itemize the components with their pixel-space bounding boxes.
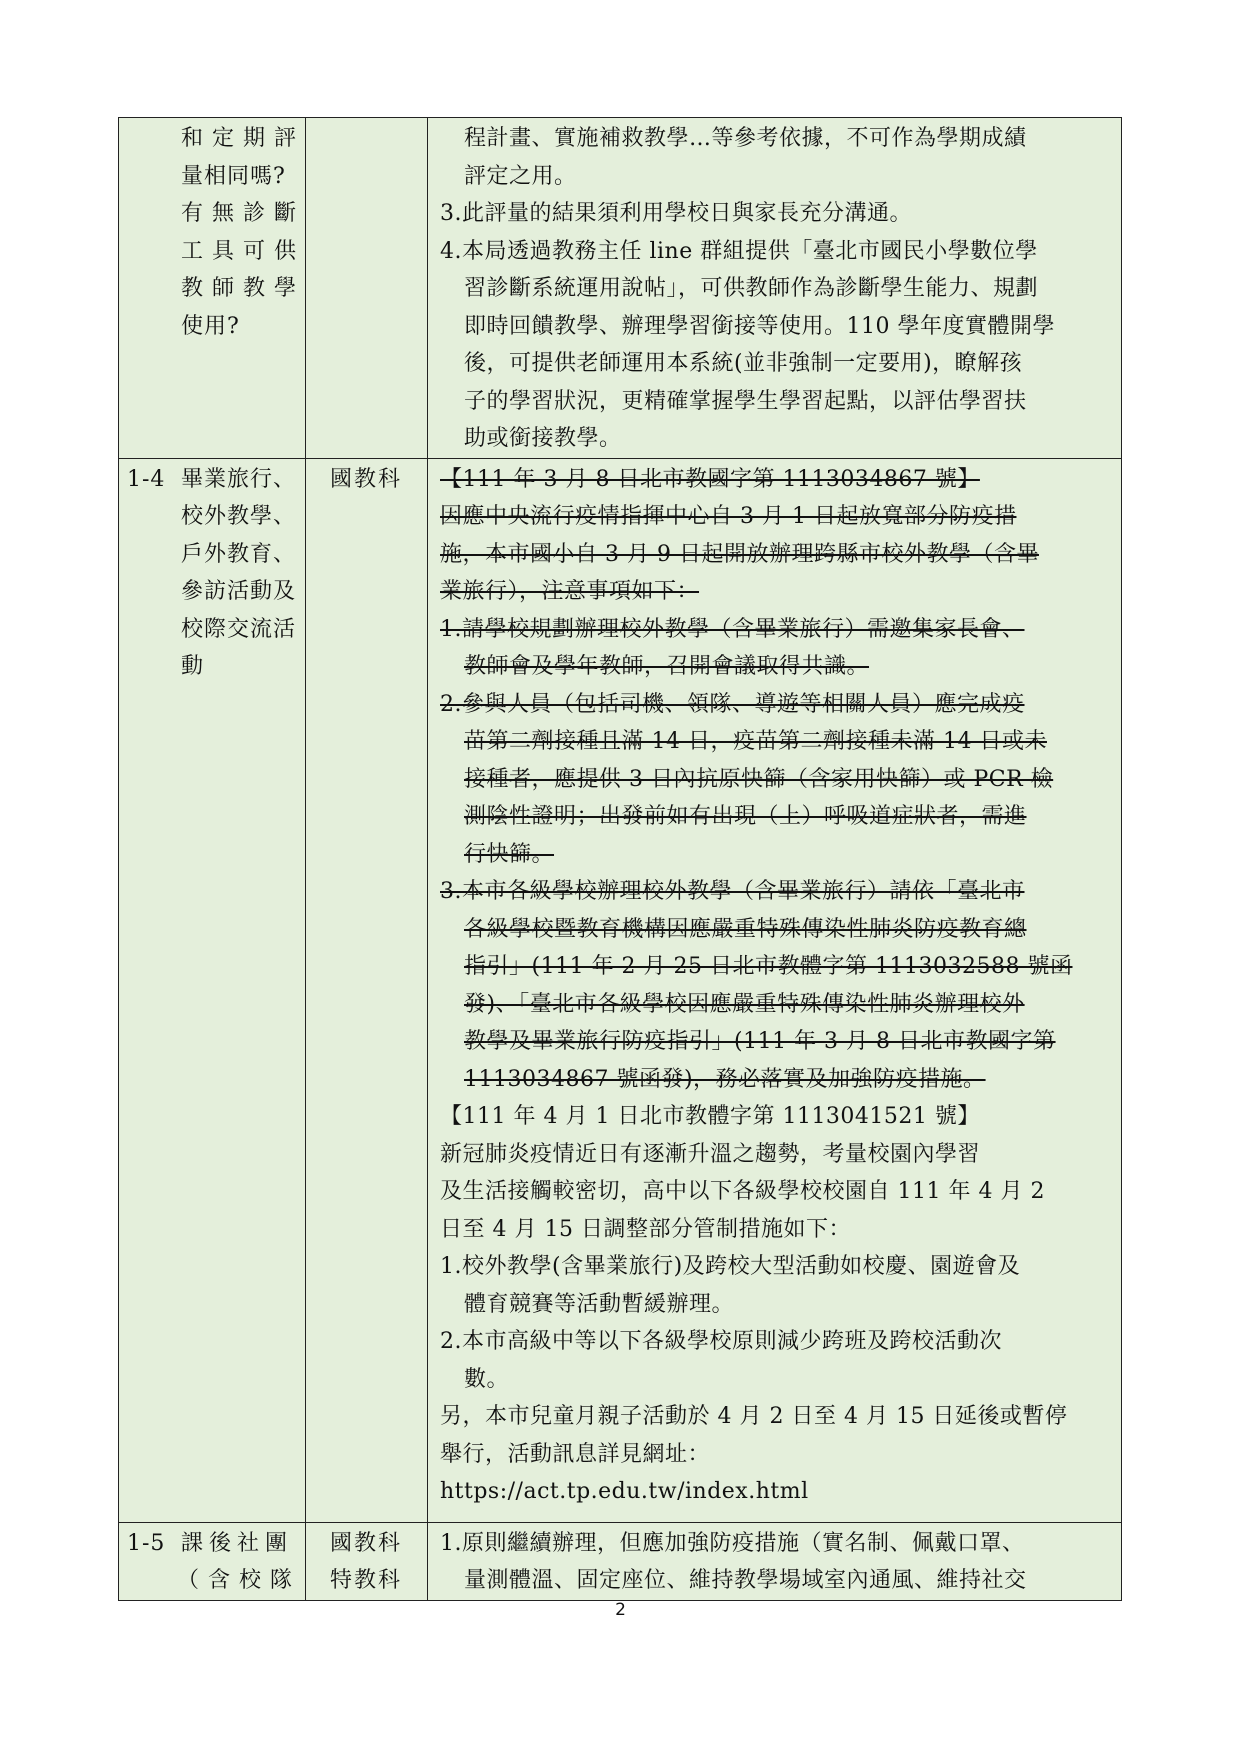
content-line-struck: 教學及畢業旅行防疫指引」(111 年 3 月 8 日北市教國字第 — [464, 1029, 1056, 1054]
content-line: 即時回饋教學、辦理學習銜接等使用。110 學年度實體開學 — [464, 313, 1055, 339]
item-number: 1-4 — [127, 466, 166, 492]
content-line: 程計畫、實施補救教學…等參考依據，不可作為學期成績 — [464, 126, 1027, 151]
item-cell — [119, 118, 306, 459]
content-line: 量測體溫、固定座位、維持教學場域室內通風、維持社交 — [464, 1568, 1027, 1593]
dept-line: 國教科 — [330, 1530, 403, 1556]
content-line: 4.本局透過教務主任 line 群組提供「臺北市國民小學數位學 — [440, 238, 1038, 264]
dept-cell — [306, 118, 428, 459]
item-line: 教師教學 — [181, 276, 306, 301]
item-line: 使用? — [181, 313, 240, 339]
dept-line: 特教科 — [330, 1568, 403, 1593]
content-line: 1.原則繼續辦理，但應加強防疫措施（實名制、佩戴口罩、 — [440, 1530, 1025, 1556]
content-line: 及生活接觸較密切，高中以下各級學校校園自 111 年 4 月 2 — [440, 1179, 1045, 1204]
content-line: 助或銜接教學。 — [464, 426, 622, 451]
item-line: 校外教學、 — [181, 504, 297, 529]
content-line: 【111 年 4 月 1 日北市教體字第 1113041521 號】 — [440, 1104, 980, 1129]
dept-cell — [306, 458, 428, 1522]
content-line: 2.本市高級中等以下各級學校原則減少跨班及跨校活動次 — [440, 1329, 1002, 1354]
content-line-struck: 【111 年 3 月 8 日北市教國字第 1113034867 號】 — [440, 466, 980, 492]
content-line: 3.此評量的結果須利用學校日與家長充分溝通。 — [440, 201, 912, 226]
content-line: 另，本市兒童月親子活動於 4 月 2 日至 4 月 15 日延後或暫停 — [440, 1404, 1068, 1429]
table-row — [119, 1522, 1122, 1600]
content-line-struck: 2.參與人員（包括司機、領隊、導遊等相關人員）應完成疫 — [440, 691, 1025, 717]
content-line-struck: 接種者，應提供 3 日內抗原快篩（含家用快篩）或 PCR 檢 — [464, 766, 1054, 792]
item-line: 和定期評 — [181, 126, 306, 151]
content-line: 日至 4 月 15 日調整部分管制措施如下： — [440, 1216, 851, 1242]
dept-cell — [306, 1522, 428, 1600]
content-line: 評定之用。 — [464, 163, 577, 189]
item-line: 動 — [181, 654, 205, 679]
content-line-struck: 指引」(111 年 2 月 25 日北市教體字第 1113032588 號函 — [464, 954, 1073, 979]
item-cell — [119, 1522, 306, 1600]
content-line-struck: 1.請學校規劃辦理校外教學（含畢業旅行）需邀集家長會、 — [440, 616, 1025, 642]
item-line: 戶外教育、 — [181, 541, 297, 567]
dept-line: 國教科 — [330, 466, 403, 492]
content-cell — [428, 118, 1122, 459]
item-line: 有無診斷 — [181, 201, 306, 226]
item-line: 課後社團 — [181, 1530, 294, 1556]
item-line: 參訪活動及 — [181, 579, 297, 604]
content-line-struck: 行快篩。 — [464, 841, 555, 867]
content-line: 1.校外教學(含畢業旅行)及跨校大型活動如校慶、園遊會及 — [440, 1254, 1021, 1279]
content-cell — [428, 458, 1122, 1522]
content-line: 數。 — [464, 1366, 510, 1392]
item-line: 校際交流活 — [181, 616, 297, 642]
document-table — [118, 117, 1122, 1601]
content-line-struck: 業旅行），注意事項如下： — [440, 579, 700, 604]
item-line: 量相同嗎? — [181, 163, 286, 189]
activity-url: https://act.tp.edu.tw/index.html — [440, 1479, 809, 1504]
content-line: 體育競賽等活動暫緩辦理。 — [464, 1291, 735, 1317]
item-line: 畢業旅行、 — [181, 466, 297, 492]
content-line: 舉行，活動訊息詳見網址： — [440, 1441, 711, 1467]
page-number: 2 — [615, 1600, 626, 1620]
content-line-struck: 施，本市國小自 3 月 9 日起開放辦理跨縣市校外教學（含畢 — [440, 541, 1039, 567]
content-line: 子的學習狀況，更精確掌握學生學習起點，以評估學習扶 — [464, 388, 1027, 414]
content-line-struck: 測陰性證明；出發前如有出現（上）呼吸道症狀者，需進 — [464, 804, 1027, 829]
item-line: 工具可供 — [181, 238, 306, 264]
content-cell — [428, 1522, 1122, 1600]
item-cell — [119, 458, 306, 1522]
content-line: 新冠肺炎疫情近日有逐漸升溫之趨勢，考量校園內學習 — [440, 1141, 981, 1167]
content-line-struck: 3.本市各級學校辦理校外教學（含畢業旅行）請依「臺北市 — [440, 879, 1025, 904]
table-row — [119, 118, 1122, 459]
content-line-struck: 1113034867 號函發)，務必落實及加強防疫措施。 — [464, 1066, 986, 1092]
content-line-struck: 因應中央流行疫情指揮中心自 3 月 1 日起放寬部分防疫措 — [440, 504, 1017, 529]
content-line-struck: 發)、「臺北市各級學校因應嚴重特殊傳染性肺炎辦理校外 — [464, 991, 1025, 1017]
content-line: 習診斷系統運用說帖」，可供教師作為診斷學生能力、規劃 — [464, 276, 1039, 301]
table-row — [119, 458, 1122, 1522]
content-line-struck: 各級學校暨教育機構因應嚴重特殊傳染性肺炎防疫教育總 — [464, 916, 1027, 942]
content-line-struck: 苗第二劑接種且滿 14 日，疫苗第二劑接種未滿 14 日或未 — [464, 729, 1047, 754]
content-line: 後，可提供老師運用本系統(並非強制一定要用)，瞭解孩 — [464, 351, 1023, 376]
item-line: （含校隊 — [177, 1568, 302, 1593]
content-line-struck: 教師會及學年教師，召開會議取得共識。 — [464, 654, 870, 679]
item-number: 1-5 — [127, 1530, 166, 1556]
